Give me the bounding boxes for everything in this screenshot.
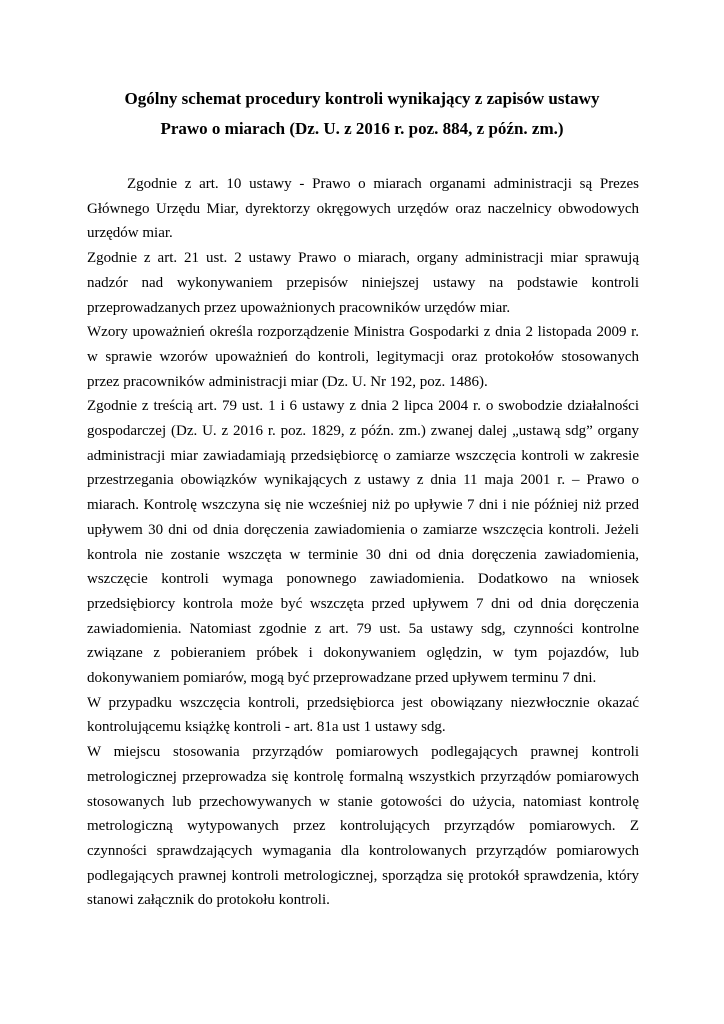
paragraph-kontrola-przyrzadow: W miejscu stosowania przyrządów pomiarowych podlegających prawnej kontroli metrologicznej przeprowadza się kontrolę formalną wszystkich przyrządów pomiarowych stosowanych lub przechowywanych w stanie gotowości do użycia, natomiast kontrolę metrologiczną wytypowanych przez kontrolujących przyrządów pomiarowych. Z czynności sprawdzających wymagania dla kontrolowanych przyrządów pomiarowych podlegających prawnej kontroli metrologicznej, sporządza się protokół sprawdzenia, który stanowi załącznik do protokołu kontroli. bbox=[87, 744, 639, 909]
paragraph-zawiadomienie-o-kontroli: Zgodnie z treścią art. 79 ust. 1 i 6 ustawy z dnia 2 lipca 2004 r. o swobodzie działalności gospodarczej (Dz. U. z 2016 r. poz. 1829, z późn. zm.) zwanej dalej „ustawą sdg” organy administracji miar zawiadamiają przedsiębiorcę o zamiarze wszczęcia kontroli w zakresie przestrzegania obowiązków wynikających z ustawy z dnia 11 maja 2001 r. – Prawo o miarach. Kontrolę wszczyna się nie wcześniej niż po upływie 7 dni i nie później niż przed upływem 30 dni od dnia doręczenia zawiadomienia o zamiarze wszczęcia kontroli. Jeżeli kontrola nie zostanie wszczęta w terminie 30 dni od dnia doręczenia zawiadomienia, wszczęcie kontroli wymaga ponownego zawiadomienia. Dodatkowo na wniosek przedsiębiorcy kontrola może być wszczęta przed upływem 7 dni od dnia doręczenia zawiadomienia. Natomiast zgodnie z art. 79 ust. 5a ustawy sdg, czynności kontrolne związane z pobieraniem próbek i dokonywaniem oględzin, w tym pojazdów, lub dokonywaniem pomiarów, mogą być przeprowadzane przed upływem terminu 7 dni. bbox=[87, 398, 639, 687]
document-body bbox=[87, 172, 639, 913]
paragraph-wzory-upowaznien: Wzory upoważnień określa rozporządzenie Ministra Gospodarki z dnia 2 listopada 2009 r. w sprawie wzorów upoważnień do kontroli, legitymacji oraz protokołów stosowanych przez pracowników administracji miar (Dz. U. Nr 192, poz. 1486). bbox=[87, 324, 639, 390]
document-title-line-2: Prawo o miarach (Dz. U. z 2016 r. poz. 884, z późn. zm.) bbox=[160, 119, 564, 138]
paragraph-ksiazka-kontroli: W przypadku wszczęcia kontroli, przedsiębiorca jest obowiązany niezwłocznie okazać kontrolującemu książkę kontroli - art. 81a ust 1 ustawy sdg. bbox=[87, 694, 639, 736]
paragraph-organy-administracji: Zgodnie z art. 10 ustawy - Prawo o miarach organami administracji są Prezes Głównego Urzędu Miar, dyrektorzy okręgowych urzędów oraz naczelnicy obwodowych urzędów miar. bbox=[87, 176, 639, 242]
document-title-line-1: Ogólny schemat procedury kontroli wynikający z zapisów ustawy bbox=[124, 89, 600, 108]
paragraph-nadzor: Zgodnie z art. 21 ust. 2 ustawy Prawo o miarach, organy administracji miar sprawują nadzór nad wykonywaniem przepisów niniejszej ustawy na podstawie kontroli przeprowadzanych przez upoważnionych pracowników urzędów miar. bbox=[87, 250, 639, 316]
